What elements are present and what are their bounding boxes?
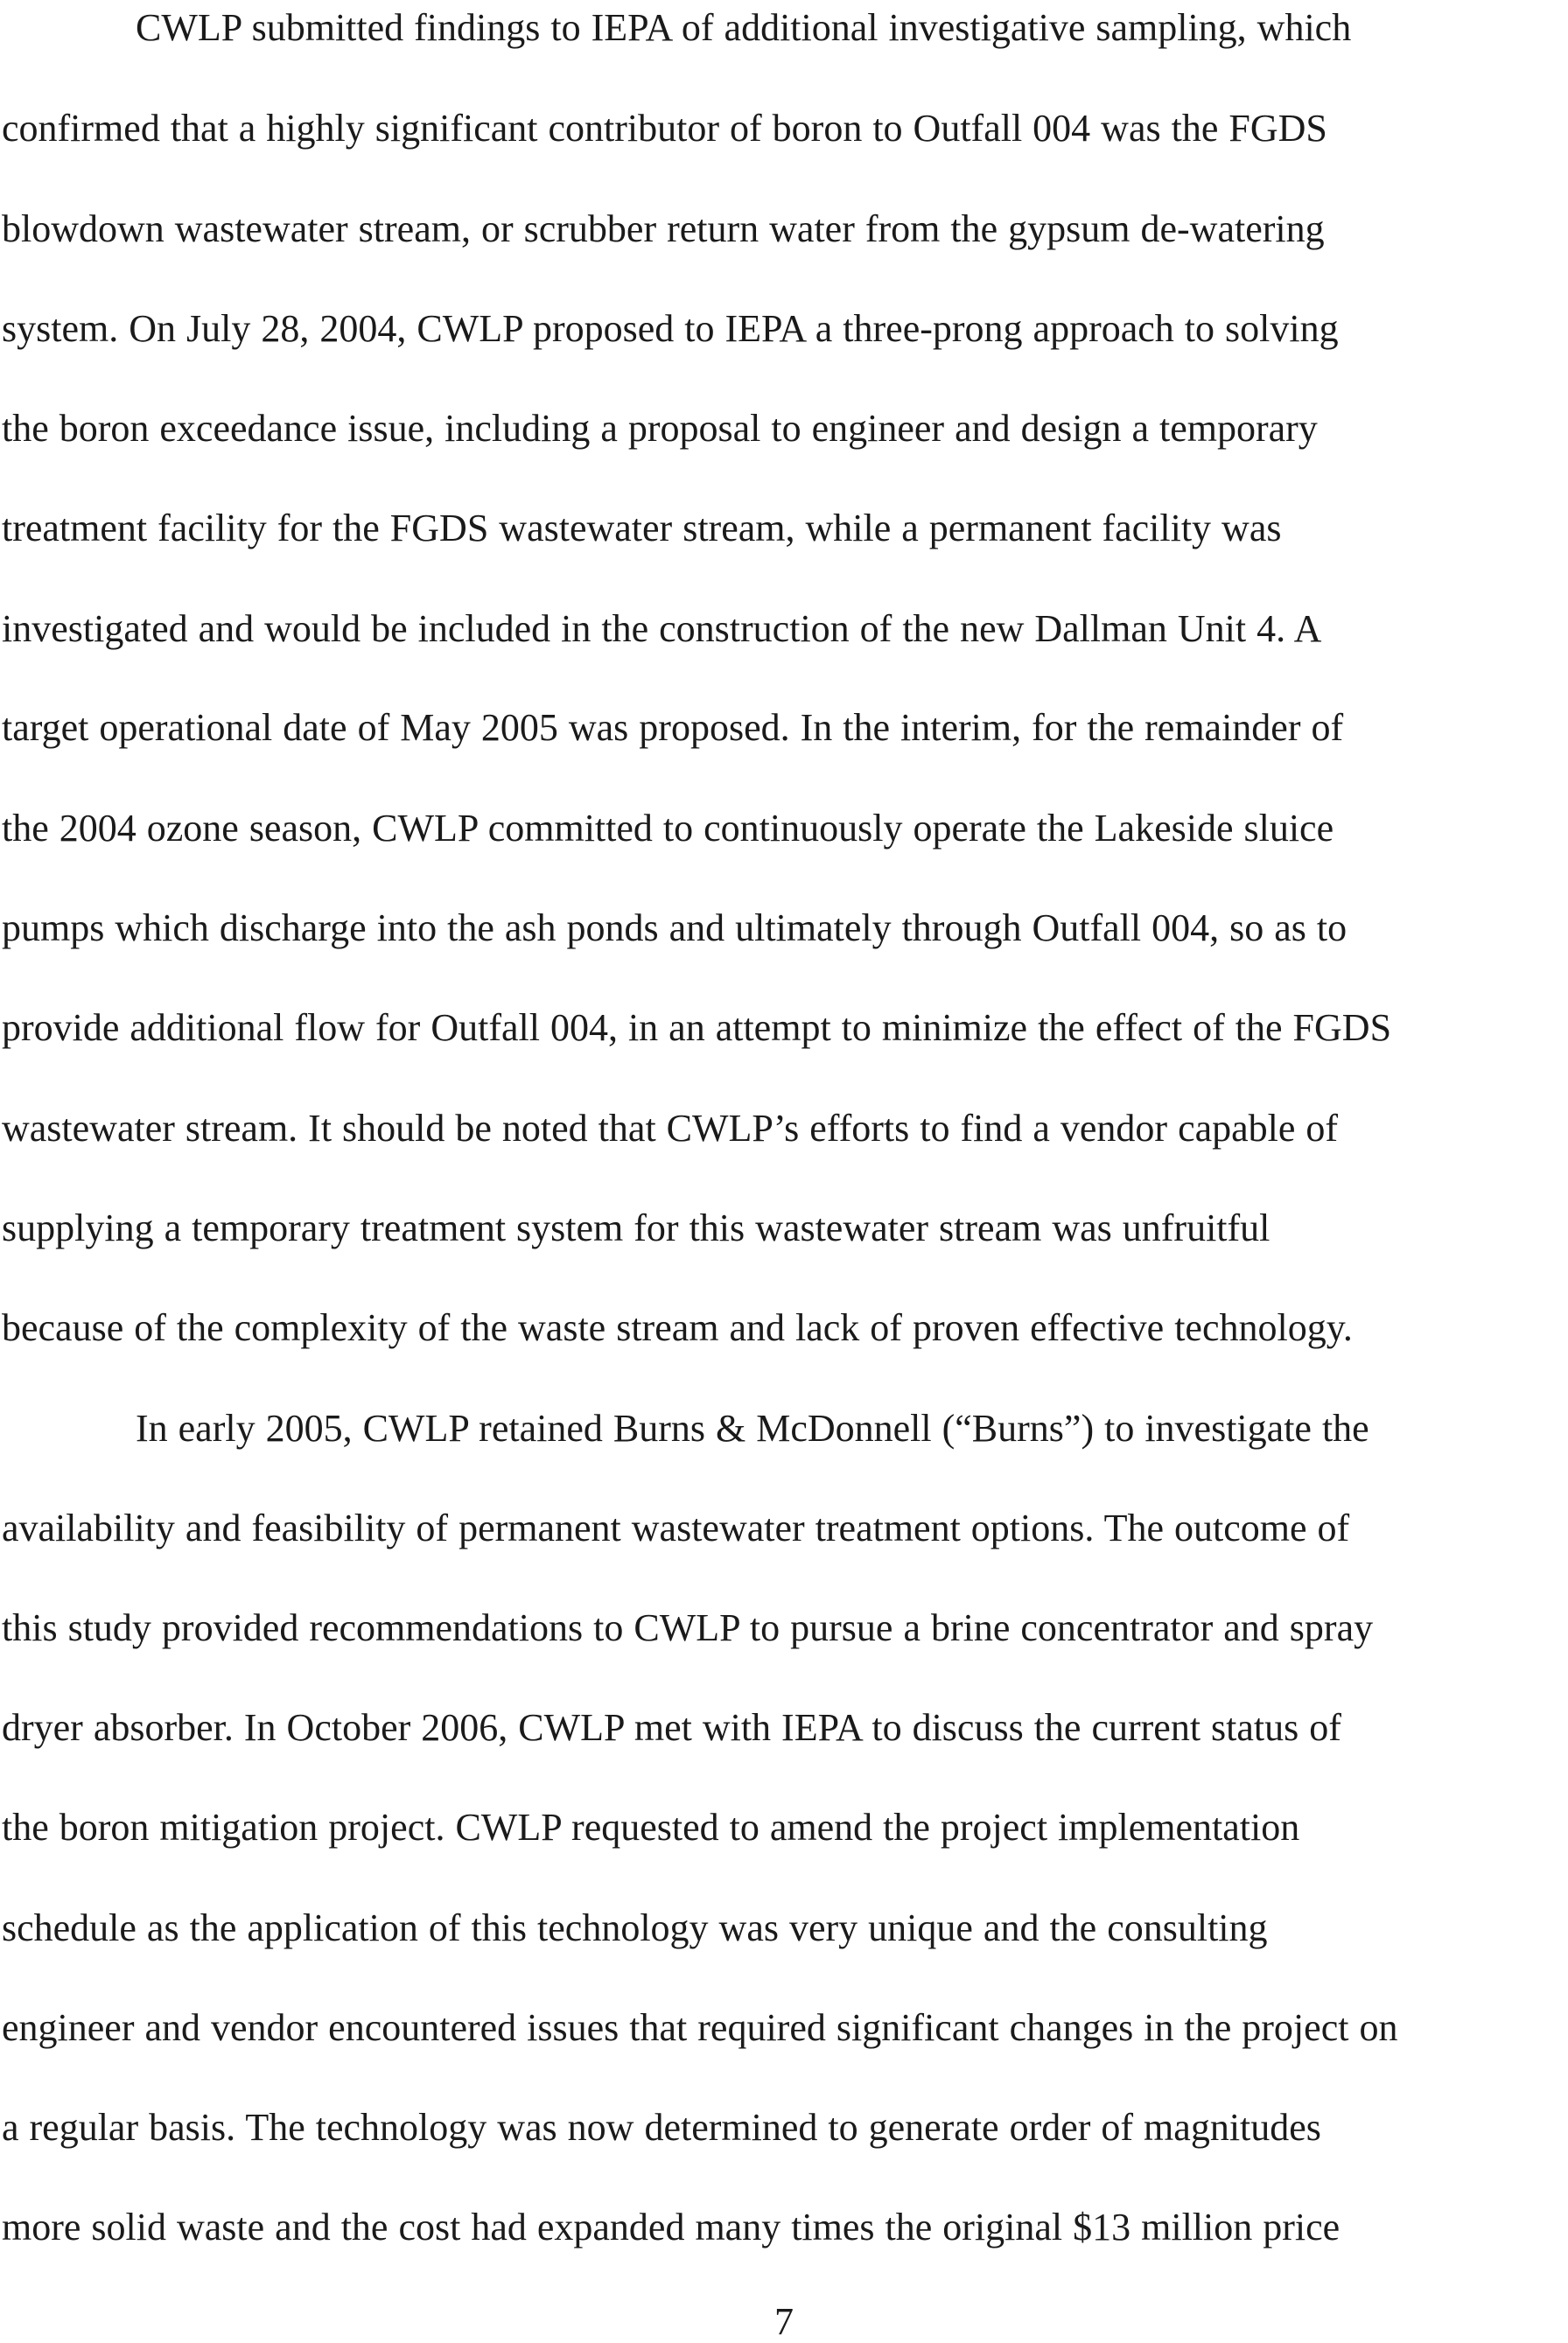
text-line: availability and feasibility of permanent wastewater treatment options. The outcome of [2, 1507, 1350, 1549]
text-line: because of the complexity of the waste stream and lack of proven effective technology. [2, 1306, 1353, 1349]
text-line: supplying a temporary treatment system for this wastewater stream was unfruitful [2, 1206, 1270, 1249]
text-line: In early 2005, CWLP retained Burns & McDonnell (“Burns”) to investigate the [136, 1407, 1369, 1450]
text-line: system. On July 28, 2004, CWLP proposed to IEPA a three-prong approach to solving [2, 307, 1339, 350]
text-line: the 2004 ozone season, CWLP committed to continuously operate the Lakeside sluice [2, 807, 1334, 850]
text-line: this study provided recommendations to CWLP to pursue a brine concentrator and spray [2, 1606, 1374, 1649]
text-line: wastewater stream. It should be noted that CWLP’s efforts to find a vendor capable of [2, 1107, 1339, 1150]
text-line: investigated and would be included in the construction of the new Dallman Unit 4. A [2, 607, 1322, 650]
text-line: the boron exceedance issue, including a proposal to engineer and design a temporary [2, 407, 1318, 450]
text-line: the boron mitigation project. CWLP requested to amend the project implementation [2, 1806, 1300, 1849]
page-number: 7 [774, 2300, 794, 2343]
text-line: schedule as the application of this technology was very unique and the consulting [2, 1906, 1268, 1949]
text-line: target operational date of May 2005 was proposed. In the interim, for the remainder of [2, 706, 1344, 749]
text-line: pumps which discharge into the ash ponds and ultimately through Outfall 004, so as to [2, 906, 1348, 949]
text-line: provide additional flow for Outfall 004, in an attempt to minimize the effect of the FGDS [2, 1006, 1392, 1049]
text-line: CWLP submitted findings to IEPA of additional investigative sampling, which [136, 6, 1352, 49]
text-line: more solid waste and the cost had expanded many times the original $13 million price [2, 2206, 1340, 2249]
text-line: engineer and vendor encountered issues that required significant changes in the project on [2, 2006, 1398, 2049]
text-line: a regular basis. The technology was now determined to generate order of magnitudes [2, 2106, 1321, 2149]
text-line: blowdown wastewater stream, or scrubber return water from the gypsum de-watering [2, 207, 1325, 250]
text-line: confirmed that a highly significant contributor of boron to Outfall 004 was the FGDS [2, 107, 1327, 150]
text-line: treatment facility for the FGDS wastewater stream, while a permanent facility was [2, 507, 1282, 549]
text-line: dryer absorber. In October 2006, CWLP met with IEPA to discuss the current status of [2, 1706, 1341, 1749]
